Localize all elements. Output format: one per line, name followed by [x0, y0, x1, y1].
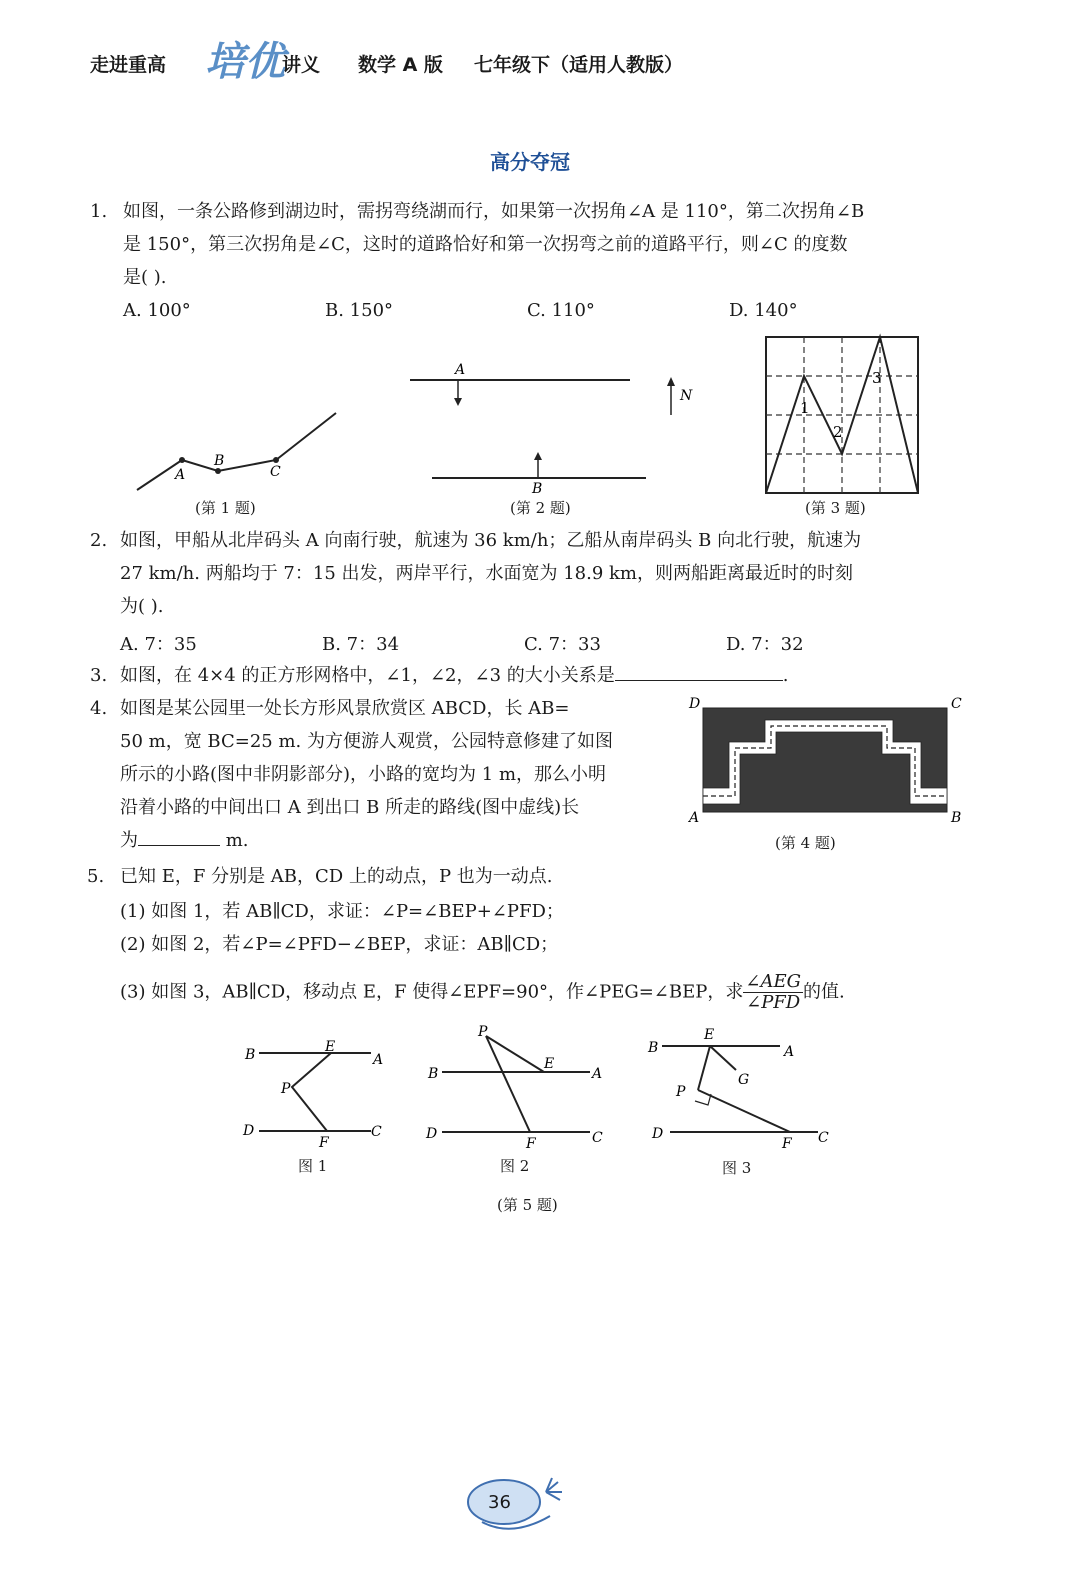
q4-line3: 所示的小路(图中非阴影部分)，小路的宽均为 1 m，那么小明	[120, 764, 607, 785]
q2-line3: 为( ).	[120, 596, 164, 617]
q2-option-c: C. 7：33	[524, 634, 601, 655]
q2-figure	[400, 360, 710, 495]
q2-label-b: B	[532, 481, 543, 495]
q5f2-label-c: C	[592, 1130, 603, 1146]
q1-option-c: C. 110°	[527, 300, 595, 321]
q4-caption: (第 4 题)	[775, 834, 836, 852]
q4-label-a: A	[689, 810, 700, 826]
section-title: 高分夺冠	[490, 150, 570, 174]
q3-number: 3.	[90, 665, 108, 686]
q4-number: 4.	[90, 698, 108, 719]
q5f3-label-c: C	[818, 1130, 829, 1146]
q5f3-label-a: A	[784, 1044, 795, 1060]
q2-option-a: A. 7：35	[120, 634, 197, 655]
q1-line3: 是( ).	[123, 267, 167, 288]
q5f2-label-p: P	[478, 1024, 488, 1040]
q1-line1: 如图，一条公路修到湖边时，需拐弯绕湖而行，如果第一次拐角∠A 是 110°，第二次拐角∠B	[123, 201, 865, 222]
q1-line2: 是 150°，第三次拐角是∠C，这时的道路恰好和第一次拐弯之前的道路平行，则∠C 的度数	[123, 234, 848, 255]
q5-figure-2	[420, 1020, 620, 1155]
q2-label-a: A	[455, 362, 466, 378]
q5-part3: (3) 如图 3，AB∥CD，移动点 E，F 使得∠EPF=90°，作∠PEG=∠BEP，求 $\frac{\text{∠AEG}}{\text{∠PFD}}$ 的值.	[120, 971, 845, 1013]
q4-line1: 如图是某公园里一处长方形风景欣赏区 ABCD，长 AB=	[120, 698, 570, 719]
q5-number: 5.	[87, 866, 105, 887]
q5-fraction: $\frac{\text{∠AEG}}{\text{∠PFD}}$	[745, 971, 801, 1013]
q2-caption: (第 2 题)	[510, 499, 571, 517]
header-series: 走进重高	[90, 54, 167, 76]
q5-figure-3	[640, 1020, 840, 1155]
q5f2-label-f: F	[526, 1136, 536, 1152]
q5f3-label-b: B	[648, 1040, 659, 1056]
q1-label-a: A	[175, 467, 186, 483]
q3-text: 如图，在 4×4 的正方形网格中，∠1，∠2，∠3 的大小关系是 .	[120, 659, 789, 692]
q5f1-label-a: A	[373, 1052, 384, 1068]
q3-angle-3: 3	[872, 369, 882, 387]
q3-answer-blank[interactable]	[615, 660, 783, 681]
q4-figure	[685, 692, 965, 827]
q4-label-d: D	[689, 696, 701, 712]
q3-figure	[760, 333, 925, 498]
q1-option-d: D. 140°	[729, 300, 798, 321]
q3-caption: (第 3 题)	[805, 499, 866, 517]
q5-fig3-label: 图 3	[722, 1159, 752, 1177]
q5f3-label-p: P	[676, 1084, 686, 1100]
q5f3-label-d: D	[652, 1126, 664, 1142]
q5f3-label-e: E	[704, 1027, 715, 1043]
q5-fig2-label: 图 2	[500, 1157, 530, 1175]
q5-figure-1	[235, 1035, 395, 1155]
q4-answer-blank[interactable]	[138, 825, 220, 846]
q3-angle-1: 1	[800, 399, 810, 417]
q1-option-b: B. 150°	[325, 300, 394, 321]
q5-part2: (2) 如图 2，若∠P=∠PFD−∠BEP，求证：AB∥CD；	[120, 934, 559, 955]
q4-line4: 沿着小路的中间出口 A 到出口 B 所走的路线(图中虚线)长	[120, 797, 580, 818]
q2-option-b: B. 7：34	[322, 634, 400, 655]
q1-option-a: A. 100°	[123, 300, 191, 321]
page-number-badge	[462, 1470, 572, 1540]
q1-figure	[130, 405, 350, 495]
q5f1-label-f: F	[319, 1135, 329, 1151]
q5-part1: (1) 如图 1，若 AB∥CD，求证：∠P=∠BEP+∠PFD；	[120, 901, 564, 922]
q5f1-label-b: B	[245, 1047, 256, 1063]
q4-label-c: C	[951, 696, 962, 712]
q4-label-b: B	[951, 810, 962, 826]
q5f2-label-b: B	[428, 1066, 439, 1082]
q5f3-label-g: G	[738, 1072, 750, 1088]
q1-label-b: B	[214, 453, 225, 469]
q5-intro: 已知 E，F 分别是 AB，CD 上的动点，P 也为一动点.	[120, 866, 553, 887]
q3-angle-2: 2	[833, 423, 843, 441]
q2-line1: 如图，甲船从北岸码头 A 向南行驶，航速为 36 km/h；乙船从南岸码头 B 向北行驶，航速为	[120, 530, 862, 551]
q2-number: 2.	[90, 530, 108, 551]
q5f1-label-d: D	[243, 1123, 255, 1139]
q5f1-label-c: C	[371, 1124, 382, 1140]
q4-line2: 50 m，宽 BC=25 m. 为方便游人观赏，公园特意修建了如图	[120, 731, 613, 752]
q1-label-c: C	[270, 464, 281, 480]
header-title: 讲义	[282, 54, 321, 76]
q5f2-label-a: A	[592, 1066, 603, 1082]
q5-fig1-label: 图 1	[298, 1157, 328, 1175]
q5f1-label-p: P	[281, 1081, 291, 1097]
page-number: 36	[488, 1492, 511, 1513]
q2-line2: 27 km/h. 两船均于 7：15 出发，两岸平行，水面宽为 18.9 km，则两船距离最近时的时刻	[120, 563, 853, 584]
q5f2-label-d: D	[426, 1126, 438, 1142]
q4-line5: 为 m.	[120, 824, 249, 857]
q1-caption: (第 1 题)	[195, 499, 256, 517]
header-logo: 培优	[205, 38, 285, 85]
q5-caption: (第 5 题)	[497, 1196, 558, 1214]
q5f2-label-e: E	[544, 1056, 555, 1072]
q5f3-label-f: F	[782, 1136, 792, 1152]
q2-label-n: N	[680, 388, 693, 404]
q2-option-d: D. 7：32	[726, 634, 804, 655]
header-grade: 七年级下（适用人教版）	[474, 54, 684, 76]
q5f1-label-e: E	[325, 1039, 336, 1055]
header-subject: 数学 A 版	[358, 54, 443, 76]
q1-number: 1.	[90, 201, 108, 222]
